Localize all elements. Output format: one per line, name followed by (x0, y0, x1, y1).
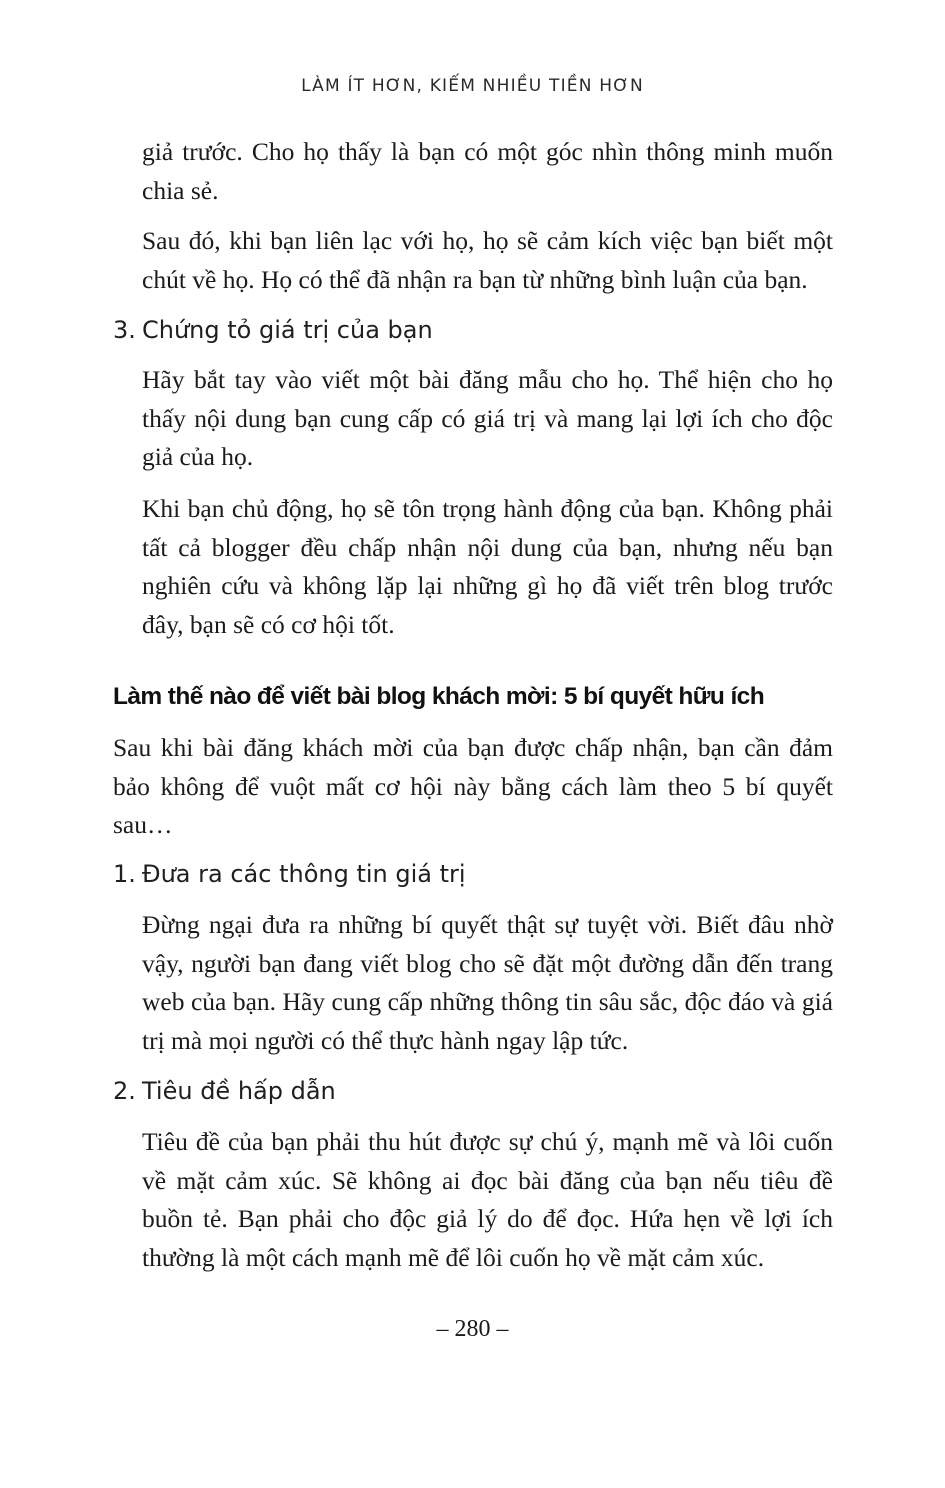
tip-2-heading (113, 1075, 336, 1107)
list-item-3-number: 3. (113, 316, 136, 344)
running-header: LÀM ÍT HƠN, KIẾM NHIỀU TIỀN HƠN (301, 76, 644, 96)
tip-2-title: Tiêu đề hấp dẫn (142, 1077, 336, 1105)
tip-2-number: 2. (113, 1077, 136, 1105)
tip-1-heading (113, 858, 466, 890)
page-number: – 280 – (436, 1316, 509, 1342)
paragraph-continued: giả trước. Cho họ thấy là bạn có một góc nhìn thông minh muốn chia sẻ. (142, 137, 833, 205)
paragraph-contact: Sau đó, khi bạn liên lạc với họ, họ sẽ cảm kích việc bạn biết một chút về họ. Họ có thể đã nhận ra bạn từ những bình luận của bạn. (142, 226, 833, 294)
tip-2-paragraph: Tiêu đề của bạn phải thu hút được sự chú ý, mạnh mẽ và lôi cuốn về mặt cảm xúc. Sẽ không ai đọc bài đăng của bạn nếu tiêu đề buồn tẻ. Bạn phải cho độc giả lý do để đọc. Hứa hẹn về lợi ích thường là một cách mạnh mẽ để lôi cuốn họ về mặt cảm xúc. (142, 1127, 833, 1272)
tip-1-number: 1. (113, 860, 136, 888)
tip-1-paragraph: Đừng ngại đưa ra những bí quyết thật sự tuyệt vời. Biết đâu nhờ vậy, người bạn đang viết blog cho sẽ đặt một đường dẫn đến trang web của bạn. Hãy cung cấp những thông tin sâu sắc, độc đáo và giá trị mà mọi người có thể thực hành ngay lập tức. (142, 910, 833, 1055)
list-item-3-heading (113, 314, 433, 346)
section-heading: Làm thế nào để viết bài blog khách mời: 5 bí quyết hữu ích (113, 683, 765, 710)
list-item-3-paragraph-1: Hãy bắt tay vào viết một bài đăng mẫu cho họ. Thể hiện cho họ thấy nội dung bạn cung cấp có giá trị và mang lại lợi ích cho độc giả của họ. (142, 365, 833, 471)
list-item-3-title: Chứng tỏ giá trị của bạn (142, 316, 433, 344)
list-item-3-paragraph-2: Khi bạn chủ động, họ sẽ tôn trọng hành động của bạn. Không phải tất cả blogger đều chấp nhận nội dung của bạn, nhưng nếu bạn nghiên cứu và không lặp lại những gì họ đã viết trên blog trước đây, bạn sẽ có cơ hội tốt. (142, 494, 833, 639)
section-intro: Sau khi bài đăng khách mời của bạn được chấp nhận, bạn cần đảm bảo không để vuột mất cơ hội này bằng cách làm theo 5 bí quyết sau… (113, 733, 833, 839)
tip-1-title: Đưa ra các thông tin giá trị (142, 860, 466, 888)
